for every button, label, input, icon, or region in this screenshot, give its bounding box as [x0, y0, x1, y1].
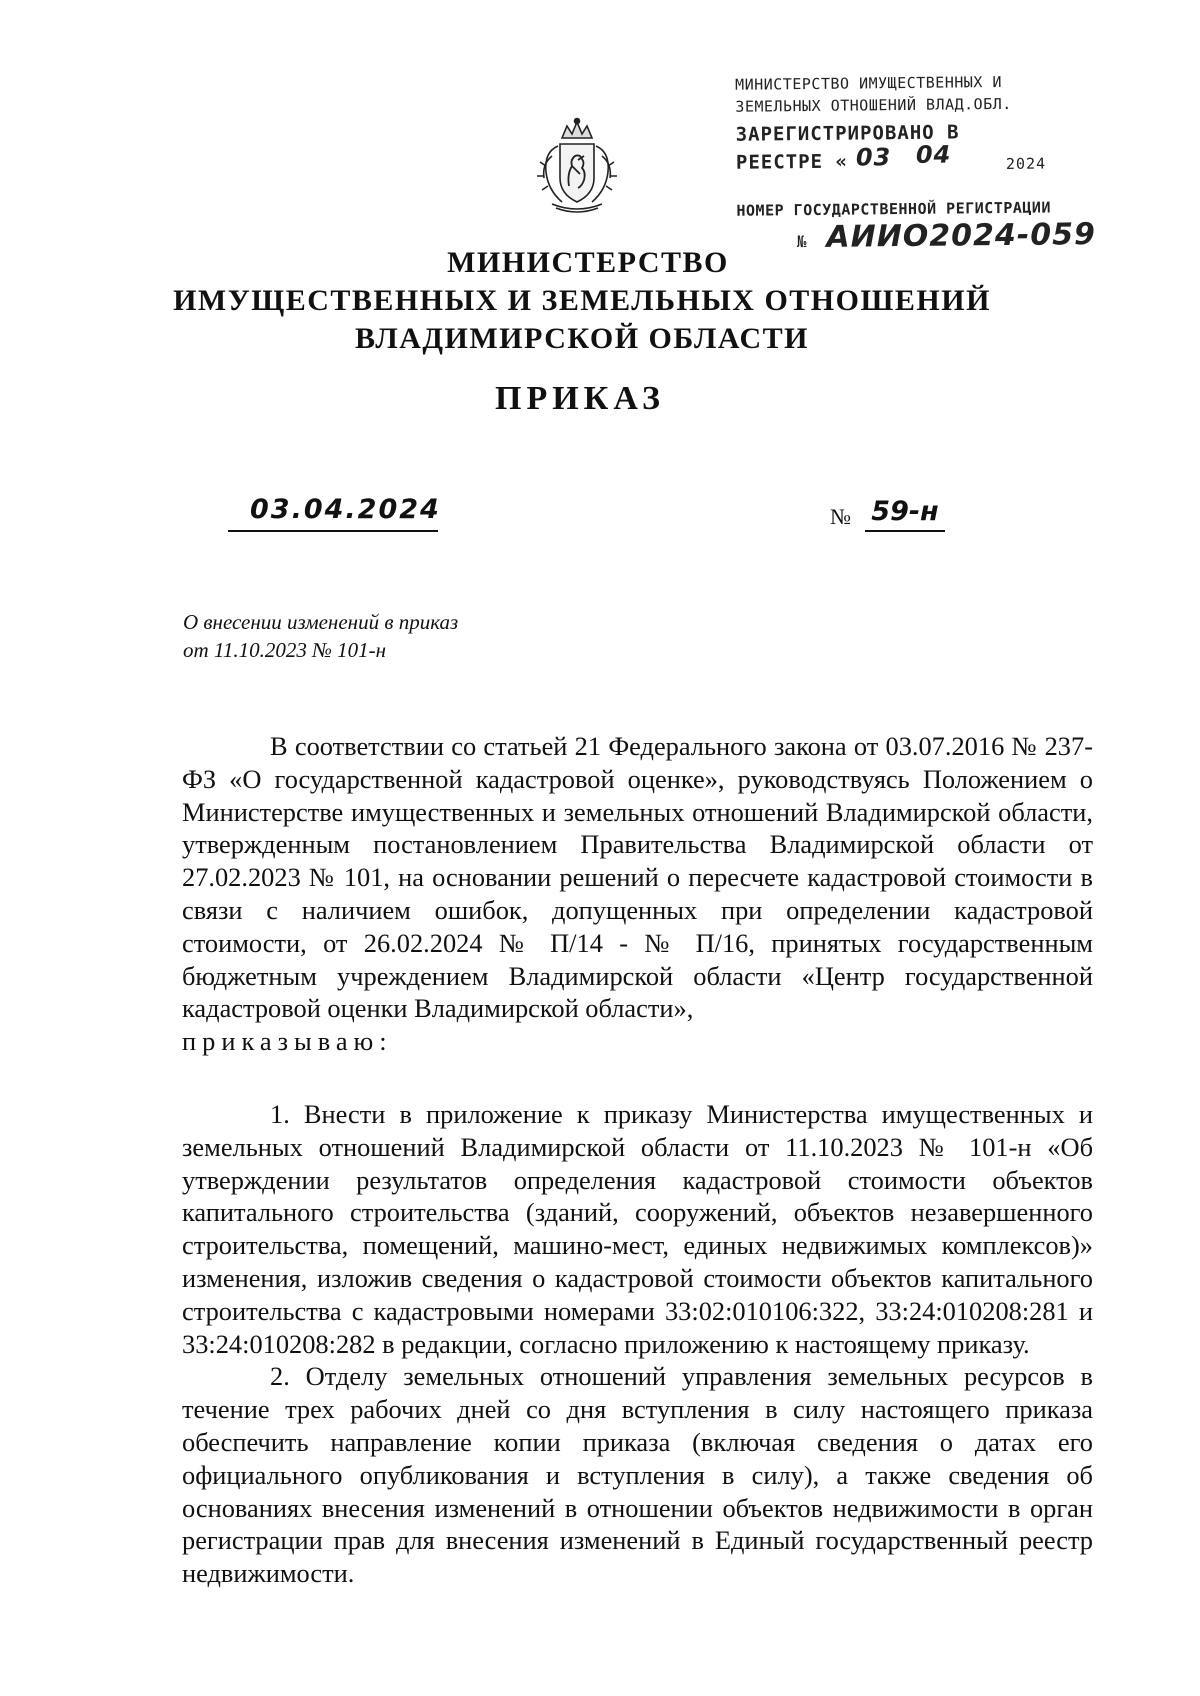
- subject-line-1: О внесении изменений в приказ: [183, 610, 459, 634]
- stamp-reg-number: АИИО2024-059: [826, 217, 1097, 255]
- order-subject: [183, 608, 458, 664]
- stamp-date-month: 04: [915, 140, 952, 169]
- header-line-2: ИМУЩЕСТВЕННЫХ И ЗЕМЕЛЬНЫХ ОТНОШЕНИЙ: [173, 284, 991, 317]
- stamp-date-year: 2024: [1005, 154, 1047, 173]
- registration-stamp: [735, 70, 1097, 255]
- order-date-field: [228, 494, 441, 532]
- paragraph-spacer: [182, 1058, 1093, 1098]
- order-number: 59-н: [865, 496, 945, 532]
- ministry-header: [0, 244, 1200, 358]
- stamp-line-reg-number-caption: НОМЕР ГОСУДАРСТВЕННОЙ РЕГИСТРАЦИИ: [736, 198, 1052, 220]
- document-title-text: ПРИКАЗ: [495, 380, 665, 417]
- header-line-1: МИНИСТЕРСТВО: [447, 246, 729, 279]
- stamp-number-sign: №: [796, 232, 808, 252]
- order-date: 03.04.2024: [250, 494, 441, 525]
- vladimir-coat-of-arms-icon: [522, 116, 632, 216]
- stamp-date-day: 03: [855, 143, 892, 172]
- preamble-paragraph: В соответствии со статьей 21 Федерального закона от 03.07.2016 № 237-ФЗ «О государственной кадастровой оценке», руководствуясь Положением о Министерстве имущественных и земельных отношений Владимирской области, утвержденным постановлением Правительства Владимирской области от 27.02.2023 № 101, на основании решений о пересчете кадастровой стоимости в связи с наличием ошибок, допущенных при определении кадастровой стоимости, от 26.02.2024 № П/14 - № П/16, принятых государственным бюджетным учреждением Владимирской области «Центр государственной кадастровой оценки Владимирской области»,: [182, 731, 1093, 1024]
- stamp-line-department: ЗЕМЕЛЬНЫХ ОТНОШЕНИЙ ВЛАД.ОБЛ.: [735, 94, 1012, 116]
- order-number-sign: №: [830, 504, 851, 529]
- order-number-field: [830, 496, 950, 530]
- stamp-line-registry-date: [735, 140, 1047, 174]
- order-word: приказываю:: [182, 1026, 393, 1057]
- document-title: [0, 380, 1200, 418]
- stamp-line-ministry: МИНИСТЕРСТВО ИМУЩЕСТВЕННЫХ И: [735, 72, 1003, 94]
- stamp-line-registered: ЗАРЕГИСТРИРОВАНО В: [735, 121, 960, 146]
- header-line-3: ВЛАДИМИРСКОЙ ОБЛАСТИ: [355, 322, 809, 355]
- order-item-2: 2. Отделу земельных отношений управления земельных ресурсов в течение трех рабочих дней со дня вступления в силу настоящего приказа обеспечить направление копии приказа (включая сведения о датах его официального опубликования и вступления в силу), а также сведения об основаниях внесения изменений в отношении объектов недвижимости в орган регистрации прав для внесения изменений в Единый государственный реестр недвижимости.: [182, 1361, 1093, 1589]
- stamp-registry-prefix: РЕЕСТРЕ «: [735, 150, 849, 174]
- subject-line-2: от 11.10.2023 № 101-н: [183, 638, 387, 662]
- order-body: [182, 730, 1093, 1590]
- order-item-1: 1. Внести в приложение к приказу Министерства имущественных и земельных отношений Владимирской области от 11.10.2023 № 101-н «Об утверждении результатов определения кадастровой стоимости объектов капитального строительства (зданий, сооружений, объектов незавершенного строительства, помещений, машино-мест, единых недвижимых комплексов)» изменения, изложив сведения о кадастровой стоимости объектов капитального строительства с кадастровыми номерами 33:02:010106:322, 33:24:010208:281 и 33:24:010208:282 в редакции, согласно приложению к настоящему приказу.: [182, 1098, 1093, 1359]
